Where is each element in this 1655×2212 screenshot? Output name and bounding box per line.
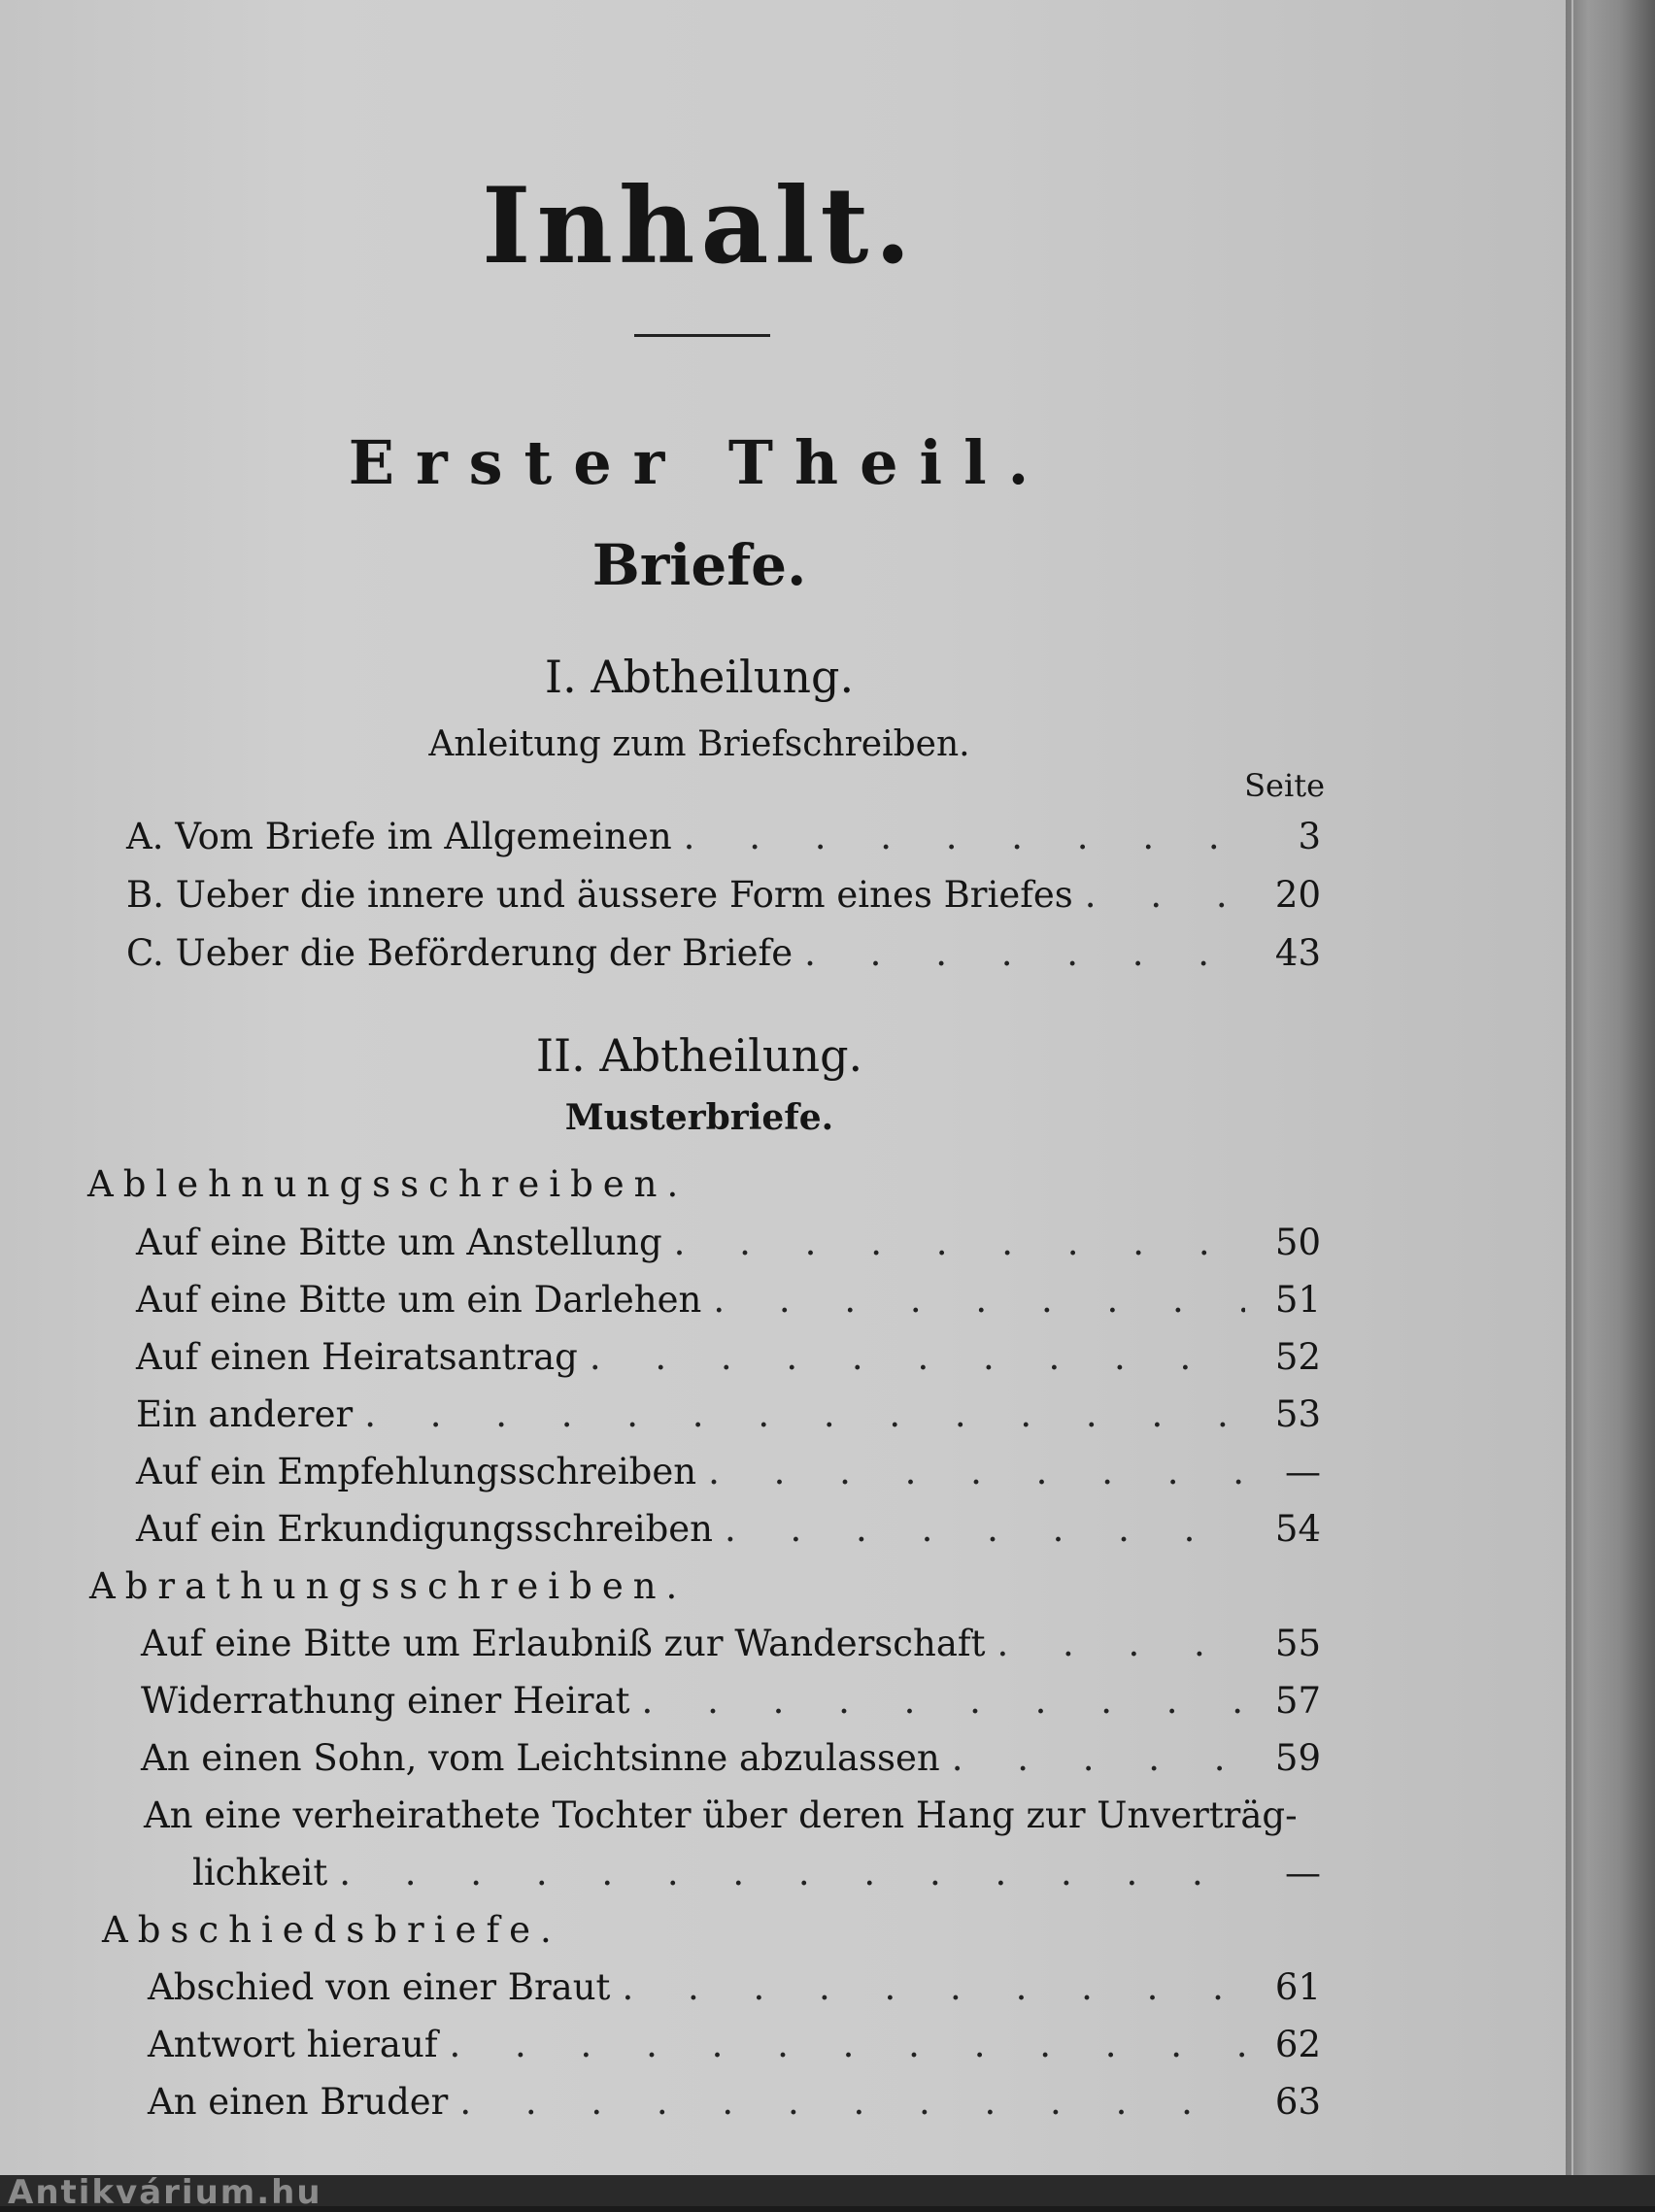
toc-entry-label: Widerrathung einer Heirat <box>141 1680 630 1722</box>
leader-dots <box>713 1279 1245 1321</box>
toc-entry-label: Auf eine Bitte um ein Darlehen <box>136 1279 702 1321</box>
leader-dots <box>622 1966 1245 2008</box>
leader-dots <box>674 1222 1245 1263</box>
toc-entry-label: An einen Sohn, vom Leichtsinne abzulassen <box>141 1737 940 1779</box>
leader-dots <box>684 816 1245 857</box>
toc-entry <box>126 816 1321 866</box>
toc-entry-label: An eine verheirathete Tochter über deren Hang zur Unverträg- <box>144 1794 1298 1836</box>
toc-entry-label: lichkeit <box>192 1852 328 1894</box>
leader-dots <box>364 1393 1245 1435</box>
toc-entry-label: A. Vom Briefe im Allgemeinen <box>126 816 672 857</box>
toc-entry <box>141 1737 1321 1788</box>
toc-entry-label: An einen Bruder <box>148 2081 449 2123</box>
toc-entry-page: 62 <box>1274 2024 1321 2065</box>
toc-entry-page: 52 <box>1274 1336 1321 1378</box>
division2-title: II. Abtheilung. <box>535 1029 863 1082</box>
toc-entry-page: 57 <box>1274 1680 1321 1722</box>
toc-entry-page: 20 <box>1274 874 1321 916</box>
leader-dots <box>952 1737 1245 1779</box>
toc-entry <box>136 1508 1321 1558</box>
toc-entry <box>136 1393 1321 1444</box>
toc-entry <box>148 2024 1321 2074</box>
leader-dots <box>642 1680 1245 1722</box>
leader-dots <box>725 1508 1245 1550</box>
toc-entry <box>141 1680 1321 1730</box>
toc-entry <box>136 1336 1321 1387</box>
toc-entry-label: Auf einen Heiratsantrag <box>136 1336 578 1378</box>
toc-entry-label: Auf ein Erkundigungsschreiben <box>136 1508 714 1550</box>
part-subtitle: Briefe. <box>591 532 807 598</box>
toc-entry-page: — <box>1285 1451 1321 1492</box>
leader-dots <box>450 2024 1245 2065</box>
page-column-header: Seite <box>1244 767 1325 804</box>
section-heading: Ablehnungsschreiben. <box>87 1163 689 1205</box>
division2-subtitle: Musterbriefe. <box>564 1097 834 1138</box>
toc-entry-label: C. Ueber die Beförderung der Briefe <box>126 932 794 974</box>
toc-entry <box>126 932 1321 983</box>
toc-entry <box>136 1222 1321 1272</box>
toc-entry-page: 54 <box>1274 1508 1321 1550</box>
leader-dots <box>804 932 1245 974</box>
toc-entry-page: 50 <box>1274 1222 1321 1263</box>
toc-entry <box>148 1966 1321 2017</box>
toc-entry-page: 43 <box>1274 932 1321 974</box>
toc-entry <box>192 1852 1321 1902</box>
toc-entry <box>136 1279 1321 1329</box>
toc-entry-label: B. Ueber die innere und äussere Form eines Briefes <box>126 874 1073 916</box>
toc-entry <box>144 1794 1321 1845</box>
watermark: Antikvárium.hu <box>8 2173 322 2212</box>
toc-entry-page: 61 <box>1274 1966 1321 2008</box>
leader-dots <box>590 1336 1245 1378</box>
leader-dots <box>996 1623 1245 1664</box>
toc-entry-page: 59 <box>1274 1737 1321 1779</box>
part-title: Erster Theil. <box>348 427 1051 498</box>
page-edge <box>1566 0 1655 2206</box>
toc-entry-label: Ein anderer <box>136 1393 354 1435</box>
toc-entry-page: 53 <box>1274 1393 1321 1435</box>
toc-entry-label: Auf eine Bitte um Erlaubniß zur Wanderschaft <box>141 1623 986 1664</box>
leader-dots <box>1085 874 1245 916</box>
title-rule <box>634 334 770 337</box>
leader-dots <box>459 2081 1245 2123</box>
toc-entry-page: 51 <box>1274 1279 1321 1321</box>
toc-entry-page: 3 <box>1298 816 1321 857</box>
toc-entry-label: Abschied von einer Braut <box>148 1966 611 2008</box>
toc-entry <box>126 874 1321 924</box>
page-title: Inhalt. <box>481 165 918 287</box>
section-heading: Abrathungsschreiben. <box>89 1565 688 1607</box>
toc-entry-page: — <box>1285 1852 1321 1894</box>
section-heading: Abschiedsbriefe. <box>102 1909 561 1951</box>
toc-entry <box>136 1451 1321 1501</box>
toc-entry-label: Antwort hierauf <box>148 2024 438 2065</box>
toc-entry <box>148 2081 1321 2131</box>
toc-entry <box>141 1623 1321 1673</box>
toc-entry-label: Auf ein Empfehlungsschreiben <box>136 1451 697 1492</box>
division1-subtitle: Anleitung zum Briefschreiben. <box>428 724 970 764</box>
toc-entry-page: 63 <box>1274 2081 1321 2123</box>
toc-entry-page: 55 <box>1274 1623 1321 1664</box>
division1-title: I. Abtheilung. <box>544 651 855 703</box>
leader-dots <box>339 1852 1245 1894</box>
toc-entry-label: Auf eine Bitte um Anstellung <box>136 1222 662 1263</box>
leader-dots <box>708 1451 1245 1492</box>
